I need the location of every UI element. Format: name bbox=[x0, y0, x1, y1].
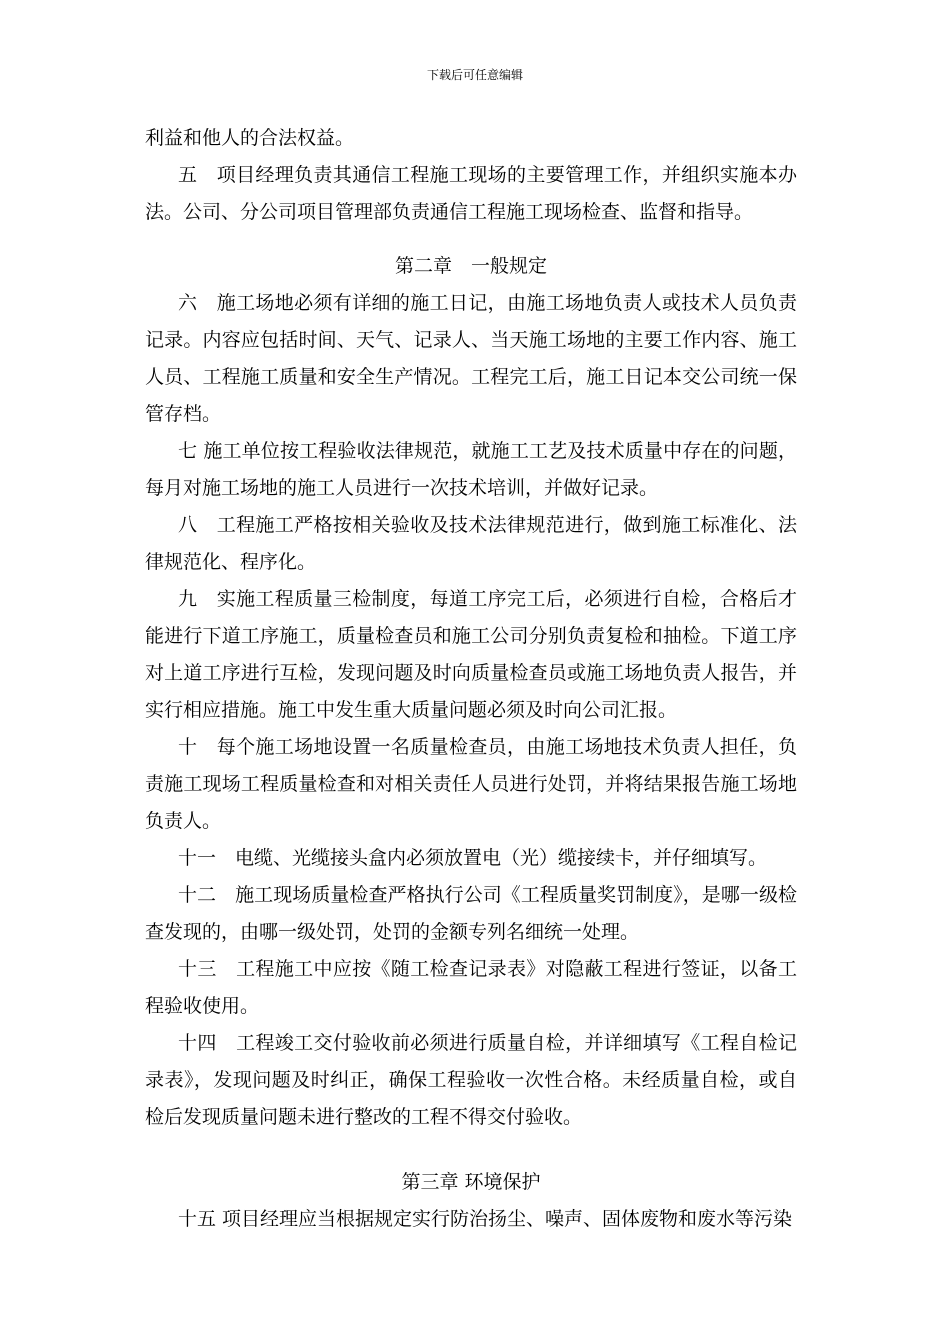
article-8: 八 工程施工严格按相关验收及技术法律规范进行，做到施工标准化、法律规范化、程序化。 bbox=[145, 514, 797, 573]
article-13: 十三 工程施工中应按《随工检查记录表》对隐蔽工程进行签证，以备工程验收使用。 bbox=[145, 958, 797, 1017]
page-header: 下载后可任意编辑 bbox=[426, 68, 523, 82]
chapter-2-heading: 第二章 一般规定 bbox=[394, 255, 547, 277]
article-10: 十 每个施工场地设置一名质量检查员，由施工场地技术负责人担任，负责施工现场工程质量检查和对相关责任人员进行处罚，并将结果报告施工场地负责人。 bbox=[145, 736, 797, 832]
article-14: 十四 工程竣工交付验收前必须进行质量自检，并详细填写《工程自检记录表》，发现问题及时纠正，确保工程验收一次性合格。未经质量自检，或自检后发现质量问题未进行整改的工程不得交付验收。 bbox=[145, 1032, 797, 1128]
article-6: 六 施工场地必须有详细的施工日记，由施工场地负责人或技术人员负责记录。内容应包括时间、天气、记录人、当天施工场地的主要工作内容、施工人员、工程施工质量和安全生产情况。工程完工后，施工日记本交公司统一保管存档。 bbox=[145, 292, 797, 425]
document-body bbox=[145, 120, 797, 1238]
chapter-3-heading: 第三章 环境保护 bbox=[401, 1171, 541, 1193]
article-7: 七 施工单位按工程验收法律规范，就施工工艺及技术质量中存在的问题，每月对施工场地的施工人员进行一次技术培训，并做好记录。 bbox=[145, 440, 797, 499]
article-9: 九 实施工程质量三检制度，每道工序完工后，必须进行自检，合格后才能进行下道工序施工，质量检查员和施工公司分别负责复检和抽检。下道工序对上道工序进行互检，发现问题及时向质量检查员或施工场地负责人报告，并实行相应措施。施工中发生重大质量问题必须及时向公司汇报。 bbox=[145, 588, 797, 721]
paragraph-continuation: 利益和他人的合法权益。 bbox=[145, 127, 355, 149]
article-15: 十五 项目经理应当根据规定实行防治扬尘、噪声、固体废物和废水等污染 bbox=[178, 1208, 793, 1230]
article-5: 五 项目经理负责其通信工程施工现场的主要管理工作，并组织实施本办法。公司、分公司项目管理部负责通信工程施工现场检查、监督和指导。 bbox=[145, 164, 797, 223]
article-11: 十一 电缆、光缆接头盒内必须放置电（光）缆接续卡，并仔细填写。 bbox=[178, 847, 768, 869]
article-12: 十二 施工现场质量检查严格执行公司《工程质量奖罚制度》，是哪一级检查发现的，由哪一级处罚，处罚的金额专列名细统一处理。 bbox=[145, 884, 797, 943]
